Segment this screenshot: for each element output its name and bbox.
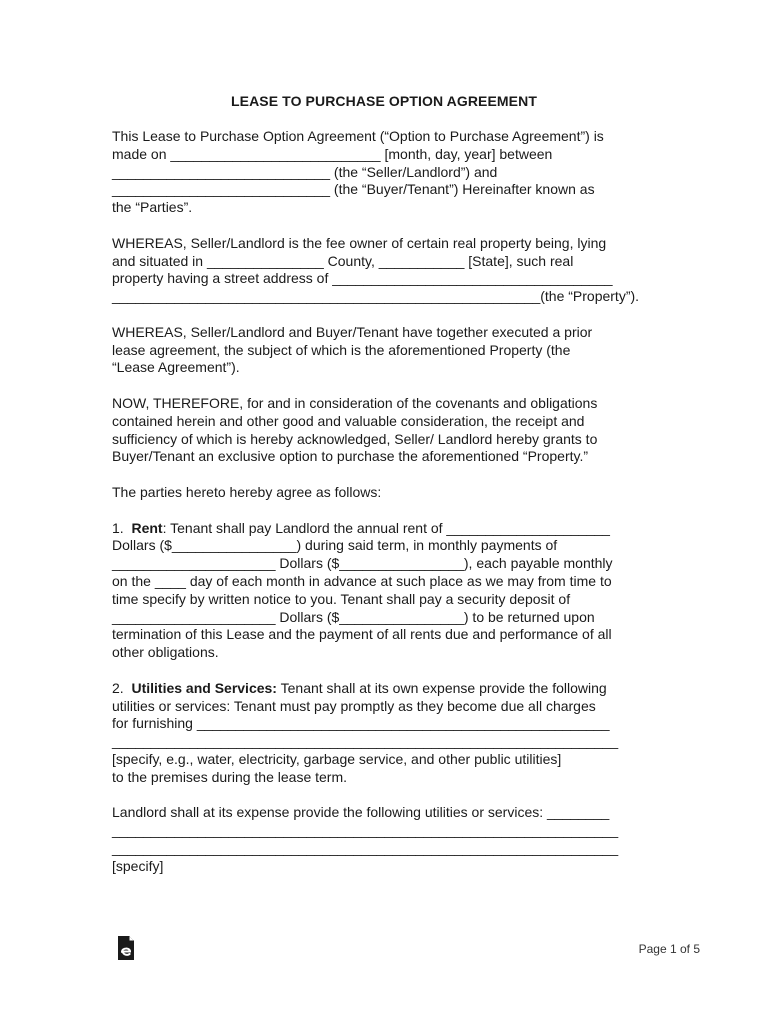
section-number: 1. (112, 519, 132, 536)
text-line: property having a street address of ____________________________________ (112, 270, 613, 287)
eforms-logo-icon (116, 935, 136, 961)
text-line: ____________________________ (the “Seller/Landlord”) and (112, 163, 498, 180)
text-line: on the ____ day of each month in advance at such place as we may from time to (112, 572, 612, 589)
text-line: _________________________________________________________________ (112, 822, 619, 839)
landlord-utilities-paragraph (112, 804, 672, 875)
rent-heading-line (112, 520, 672, 538)
utilities-heading: Utilities and Services: (131, 679, 277, 696)
text-line: for furnishing _____________________________________________________ (112, 715, 610, 732)
now-therefore-paragraph (112, 395, 672, 466)
text-line: _____________________ Dollars ($________________), each payable monthly (112, 555, 613, 572)
text-line: ____________________________ (the “Buyer/Tenant”) Hereinafter known as (112, 181, 595, 198)
text-line: _________________________________________________________________ (112, 733, 619, 750)
text-line: Buyer/Tenant an exclusive option to purchase the aforementioned “Property.” (112, 448, 589, 465)
text-line: _____________________ Dollars ($________________) to be returned upon (112, 608, 595, 625)
utilities-heading-line (112, 680, 672, 698)
page-number: Page 1 of 5 (638, 942, 700, 956)
text-line: This Lease to Purchase Option Agreement (“Option to Purchase Agreement”) is (112, 128, 604, 144)
text-line: WHEREAS, Seller/Landlord and Buyer/Tenant have together executed a prior (112, 323, 593, 340)
text-line: Dollars ($________________) during said term, in monthly payments of (112, 537, 558, 554)
rent-section (112, 520, 672, 662)
text-line: contained herein and other good and valuable consideration, the receipt and (112, 412, 585, 429)
document-title: LEASE TO PURCHASE OPTION AGREEMENT (231, 93, 537, 109)
text-line: made on ___________________________ [month, day, year] between (112, 145, 553, 162)
text-line: Landlord shall at its expense provide the following utilities or services: ________ (112, 804, 610, 821)
text-line: the “Parties”. (112, 199, 193, 216)
text-line: _________________________________________________________________ (112, 839, 619, 856)
utilities-section (112, 680, 672, 787)
text-line: NOW, THEREFORE, for and in consideration of the covenants and obligations (112, 394, 598, 411)
section-number: 2. (112, 679, 132, 696)
text-line: Tenant shall at its own expense provide the following (276, 679, 607, 696)
text-line: WHEREAS, Seller/Landlord is the fee owner of certain real property being, lying (112, 234, 607, 251)
text-line: and situated in _______________ County, ___________ [State], such real (112, 252, 574, 269)
text-line: termination of this Lease and the payment of all rents due and performance of all (112, 626, 612, 643)
intro-paragraph (112, 128, 672, 217)
text-line: [specify, e.g., water, electricity, garbage service, and other public utilities] (112, 750, 562, 767)
text-line: : Tenant shall pay Landlord the annual rent of _____________________ (162, 519, 610, 536)
rent-heading: Rent (131, 519, 163, 536)
text-line: “Lease Agreement”). (112, 359, 240, 376)
whereas-property-paragraph (112, 235, 672, 306)
agree-paragraph (112, 484, 672, 502)
whereas-lease-paragraph (112, 324, 672, 377)
text-line: sufficiency of which is hereby acknowledged, Seller/ Landlord hereby grants to (112, 430, 598, 447)
text-line: lease agreement, the subject of which is the aforementioned Property (the (112, 341, 571, 358)
text-line: _______________________________________________________(the “Property”). (112, 288, 640, 305)
text-line: [specify] (112, 857, 164, 874)
text-line: The parties hereto hereby agree as follows: (112, 483, 382, 500)
text-line: to the premises during the lease term. (112, 768, 348, 785)
text-line: time specify by written notice to you. Tenant shall pay a security deposit of (112, 590, 571, 607)
eforms-logo-svg (116, 935, 136, 961)
document-body (112, 128, 672, 893)
text-line: utilities or services: Tenant must pay promptly as they become due all charges (112, 697, 596, 714)
text-line: other obligations. (112, 644, 219, 661)
